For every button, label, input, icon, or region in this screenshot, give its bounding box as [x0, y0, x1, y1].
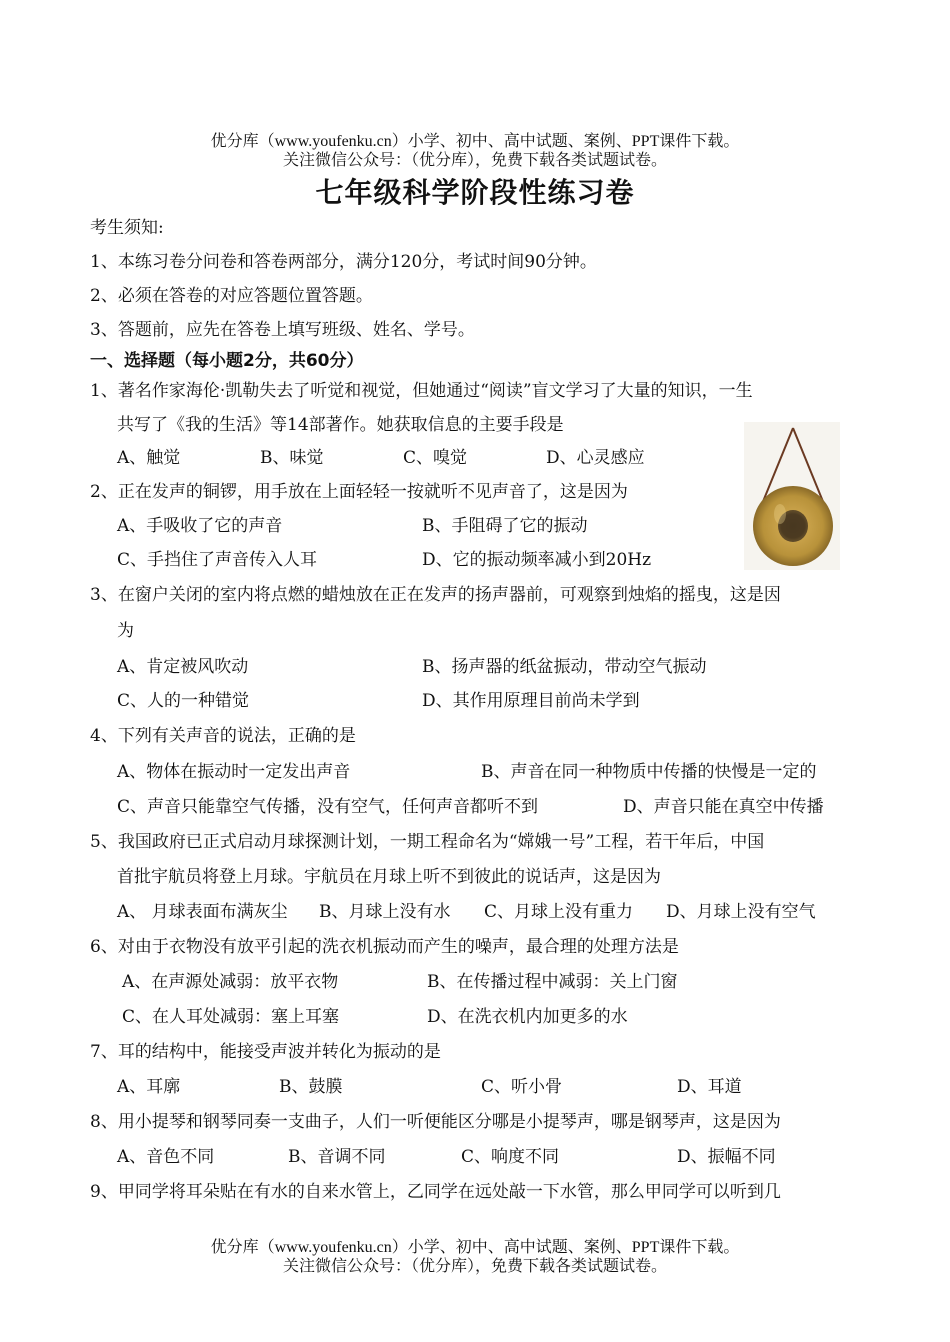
q5-option-d: D、月球上没有空气 — [666, 902, 816, 922]
q8-option-c: C、响度不同 — [461, 1147, 560, 1167]
question-7-line-1: 7、耳的结构中，能接受声波并转化为振动的是 — [90, 1042, 441, 1062]
question-5-line-2: 首批宇航员将登上月球。宇航员在月球上听不到彼此的说话声，这是因为 — [117, 867, 661, 887]
q1-option-a: A、触觉 — [117, 448, 181, 468]
question-2-line-1: 2、正在发声的铜锣，用手放在上面轻轻一按就听不见声音了，这是因为 — [90, 482, 628, 502]
q4-option-d: D、声音只能在真空中传播 — [623, 797, 824, 817]
notice-heading: 考生须知: — [90, 218, 164, 238]
q4-option-b: B、声音在同一种物质中传播的快慢是一定的 — [481, 762, 817, 782]
q7-option-d: D、耳道 — [677, 1077, 742, 1097]
q2-option-b: B、手阻碍了它的振动 — [422, 516, 588, 536]
question-6-line-1: 6、对由于衣物没有放平引起的洗衣机振动而产生的噪声，最合理的处理方法是 — [90, 937, 679, 957]
q7-option-b: B、鼓膜 — [279, 1077, 343, 1097]
q1-option-b: B、味觉 — [260, 448, 324, 468]
question-3-line-2: 为 — [117, 621, 134, 641]
q2-option-d: D、它的振动频率减小到20Hz — [422, 550, 652, 570]
question-9-line-1: 9、甲同学将耳朵贴在有水的自来水管上，乙同学在远处敲一下水管，那么甲同学可以听到几 — [90, 1182, 781, 1202]
q8-option-a: A、音色不同 — [117, 1147, 215, 1167]
section-heading: 一、选择题（每小题2分，共60分） — [90, 351, 364, 371]
notice-item-1: 1、本练习卷分问卷和答卷两部分，满分120分，考试时间90分钟。 — [90, 252, 597, 272]
q5-option-b: B、月球上没有水 — [319, 902, 451, 922]
q6-option-c: C、在人耳处减弱：塞上耳塞 — [122, 1007, 340, 1027]
q3-option-d: D、其作用原理目前尚未学到 — [422, 691, 640, 711]
q1-option-d: D、心灵感应 — [546, 448, 645, 468]
question-8-line-1: 8、用小提琴和钢琴同奏一支曲子，人们一听便能区分哪是小提琴声，哪是钢琴声，这是因为 — [90, 1112, 781, 1132]
q3-option-c: C、人的一种错觉 — [117, 691, 250, 711]
q4-option-a: A、物体在振动时一定发出声音 — [117, 762, 351, 782]
footer-line-2: 关注微信公众号：（优分库），免费下载各类试题试卷。 — [282, 1258, 667, 1275]
q3-option-b: B、扬声器的纸盆振动，带动空气振动 — [422, 657, 707, 677]
q5-option-a: A、 月球表面布满灰尘 — [117, 902, 288, 922]
q2-option-a: A、手吸收了它的声音 — [117, 516, 283, 536]
gong-image — [744, 422, 840, 570]
q6-option-b: B、在传播过程中减弱：关上门窗 — [427, 972, 678, 992]
q8-option-d: D、振幅不同 — [677, 1147, 776, 1167]
q6-option-d: D、在洗衣机内加更多的水 — [427, 1007, 628, 1027]
question-3-line-1: 3、在窗户关闭的室内将点燃的蜡烛放在正在发声的扬声器前，可观察到烛焰的摇曳，这是因 — [90, 585, 781, 605]
question-1-line-2: 共写了《我的生活》等14部著作。她获取信息的主要手段是 — [117, 415, 564, 435]
q1-option-c: C、嗅觉 — [403, 448, 468, 468]
q2-option-c: C、手挡住了声音传入人耳 — [117, 550, 318, 570]
q7-option-c: C、听小骨 — [481, 1077, 563, 1097]
page-title: 七年级科学阶段性练习卷 — [315, 176, 635, 209]
header-line-1: 优分库（www.youfenku.cn）小学、初中、高中试题、案例、PPT课件下载。 — [210, 133, 740, 150]
q7-option-a: A、耳廓 — [117, 1077, 181, 1097]
question-5-line-1: 5、我国政府已正式启动月球探测计划，一期工程命名为“嫦娥一号”工程，若干年后，中国 — [90, 832, 765, 852]
question-1-line-1: 1、著名作家海伦·凯勒失去了听觉和视觉，但她通过“阅读”盲文学习了大量的知识，一生 — [90, 381, 753, 401]
header-line-2: 关注微信公众号：（优分库），免费下载各类试题试卷。 — [282, 152, 667, 169]
q8-option-b: B、音调不同 — [288, 1147, 386, 1167]
q6-option-a: A、在声源处减弱：放平衣物 — [122, 972, 339, 992]
q5-option-c: C、月球上没有重力 — [484, 902, 634, 922]
notice-item-2: 2、必须在答卷的对应答题位置答题。 — [90, 286, 373, 306]
notice-item-3: 3、答题前，应先在答卷上填写班级、姓名、学号。 — [90, 320, 475, 340]
q4-option-c: C、声音只能靠空气传播，没有空气，任何声音都听不到 — [117, 797, 539, 817]
q3-option-a: A、肯定被风吹动 — [117, 657, 249, 677]
footer-line-1: 优分库（www.youfenku.cn）小学、初中、高中试题、案例、PPT课件下载。 — [210, 1239, 740, 1256]
question-4-line-1: 4、下列有关声音的说法，正确的是 — [90, 726, 356, 746]
